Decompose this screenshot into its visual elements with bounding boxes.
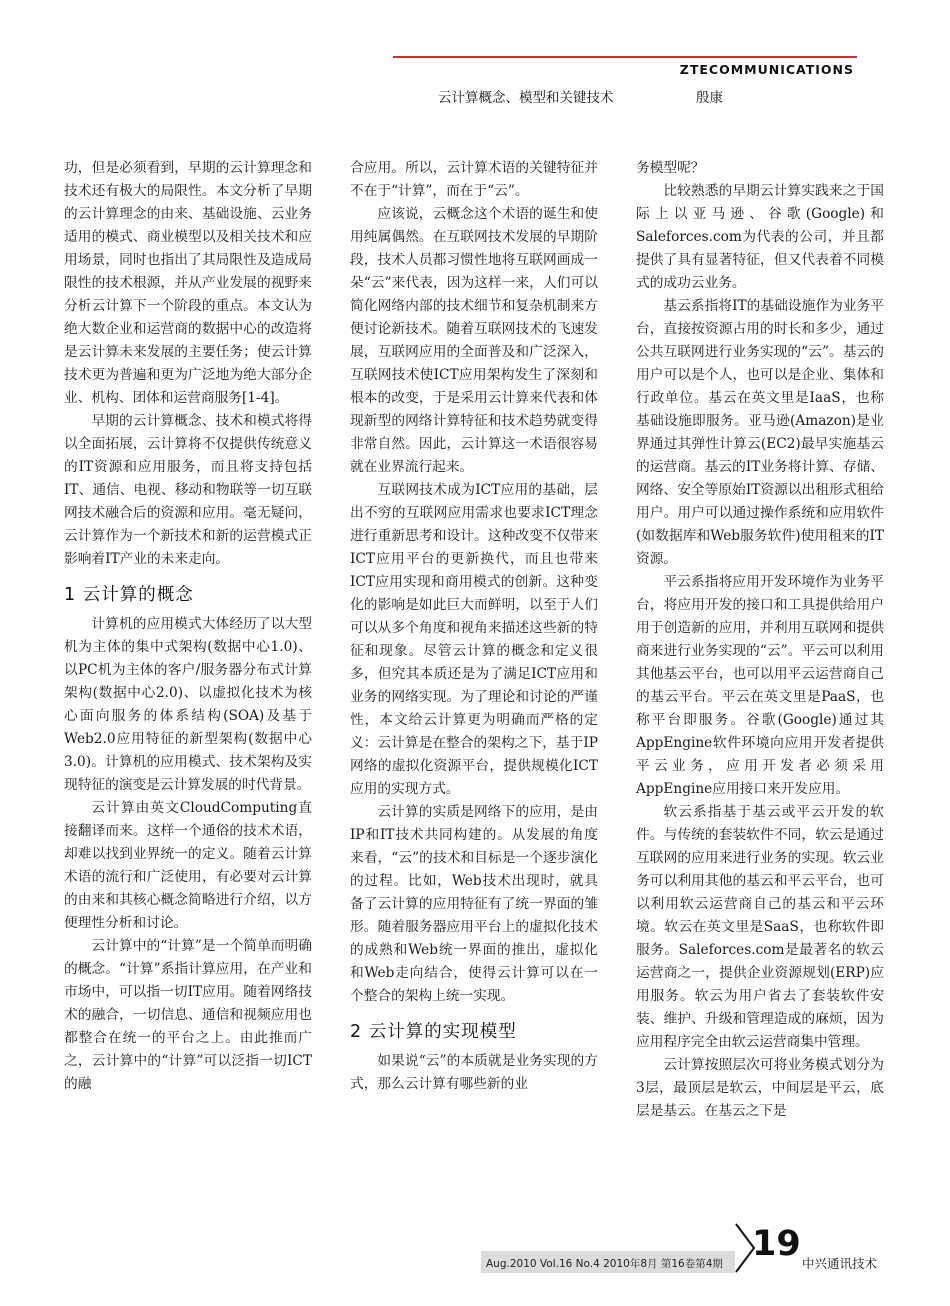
paragraph: 云计算按照层次可将业务模式划分为3层，最顶层是软云，中间层是平云，底层是基云。在基云之下是 [636,1057,884,1119]
paragraph: 合应用。所以，云计算术语的关键特征并不在于“计算”，而在于“云”。 [350,160,598,199]
issue-info: Aug.2010 Vol.16 No.4 2010年8月 第16卷第4期 [486,1258,723,1270]
running-title: 云计算概念、模型和关键技术 [438,90,614,106]
paragraph: 平云系指将应用开发环境作为业务平台，将应用开发的接口和工具提供给用户用于创造新的应用，并利用互联网和提供商来进行业务实现的“云”。平云可以利用其他基云平台，也可以用平云运营商自己的基云平台。平云在英文里是PaaS，也称平台即服务。谷歌(Google)通过其AppEngine软件环境向应用开发者提供平云业务，应用开发者必须采用AppEngine应用接口来开发应用。 [636,574,884,797]
paragraph: 云计算由英文CloudComputing直接翻译而来。这样一个通俗的技术术语，却难以找到业界统一的定义。随着云计算术语的流行和广泛使用，有必要对云计算的由来和其核心概念简略进行介绍，以方便理性分析和讨论。 [64,800,312,931]
paragraph: 功，但是必须看到，早期的云计算理念和技术还有极大的局限性。本文分析了早期的云计算理念的由来、基础设施、云业务适用的模式、商业模型以及相关技术和应用场景，同时也指出了其局限性及造成局限性的技术根源，并从产业发展的视野来分析云计算下一个阶段的重点。本文认为绝大数企业和运营商的数据中心的改造将是云计算未来发展的主要任务；使云计算技术更为普遍和更为广泛地为绝大部分企业、机构、团体和运营商服务[1-4]。 [64,160,312,406]
paragraph: 互联网技术成为ICT应用的基础，层出不穷的互联网应用需求也要求ICT理念进行重新思考和设计。这种改变不仅带来ICT应用平台的更新换代，而且也带来ICT应用实现和商用模式的创新。这种变化的影响是如此巨大而鲜明，以至于人们可以从多个角度和视角来描述这些新的特征和现象。尽管云计算的概念和定义很多，但究其本质还是为了满足ICT应用和业务的网络实现。为了理论和讨论的严谨性，本文给云计算更为明确而严格的定义：云计算是在整合的架构之下，基于IP网络的虚拟化资源平台，提供规模化ICT应用的实现方式。 [350,482,598,797]
paragraph: 应该说，云概念这个术语的诞生和使用纯属偶然。在互联网技术发展的早期阶段，技术人员都习惯性地将互联网画成一朵“云”来代表，因为这样一来，人们可以简化网络内部的技术细节和复杂机制来方便讨论新技术。随着互联网技术的飞速发展，互联网应用的全面普及和广泛深入，互联网技术使ICT应用架构发生了深刻和根本的改变，于是采用云计算来代表和体现新型的网络计算特征和技术趋势就变得非常自然。因此，云计算这一术语很容易就在业界流行起来。 [350,206,598,475]
section-heading-1: 1 云计算的概念 [64,585,194,605]
journal-name: 中兴通讯技术 [802,1256,878,1271]
column-2 [350,157,598,1096]
paragraph: 云计算中的“计算”是一个简单而明确的概念。“计算”系指计算应用，在产业和市场中，可以指一切IT应用。随着网络技术的融合，一切信息、通信和视频应用也都整合在统一的平台之上。由此推而广之，云计算中的“计算”可以泛指一切ICT的融 [64,938,312,1092]
paragraph: 务模型呢？ [636,160,705,176]
paragraph: 云计算的实质是网络下的应用，是由IP和IT技术共同构建的。从发展的角度来看，“云”的技术和目标是一个逐步演化的过程。比如，Web技术出现时，就具备了云计算的应用特征有了统一界面的雏形。随着服务器应用平台上的虚拟化技术的成熟和Web统一界面的推出，虚拟化和Web走向结合，使得云计算可以在一个整合的架构上统一实现。 [350,804,598,1004]
running-author: 殷康 [696,90,723,106]
paragraph: 计算机的应用模式大体经历了以大型机为主体的集中式架构(数据中心1.0)、以PC机为主体的客户/服务器分布式计算架构(数据中心2.0)、以虚拟化技术为核心面向服务的体系结构(SOA)及基于Web2.0应用特征的新型架构(数据中心3.0)。计算机的应用模式、技术架构及实现特征的演变是云计算发展的时代背景。 [64,616,312,793]
column-1 [64,157,312,1096]
paragraph: 如果说“云”的本质就是业务实现的方式，那么云计算有哪些新的业 [350,1053,598,1092]
journal-brand: ZTECOMMUNICATIONS [679,62,854,77]
page-number: 19 [752,1224,801,1264]
paragraph: 早期的云计算概念、技术和模式将得以全面拓展，云计算将不仅提供传统意义的IT资源和应用服务，而且将支持包括IT、通信、电视、移动和物联等一切互联网技术融合后的资源和应用。毫无疑问，云计算作为一个新技术和新的运营模式正影响着IT产业的未来走向。 [64,413,312,567]
paragraph: 软云系指基于基云或平云开发的软件。与传统的套装软件不同，软云是通过互联网的应用来进行业务的实现。软云业务可以利用其他的基云和平云平台，也可以利用软云运营商自己的基云和平云环境。软云在英文里是SaaS，也称软件即服务。Saleforces.com是最著名的软云运营商之一，提供企业资源规划(ERP)应用服务。软云为用户省去了套装软件安装、维护、升级和管理造成的麻烦，因为应用程序完全由软云运营商集中管理。 [636,804,884,1050]
paragraph: 基云系指将IT的基础设施作为业务平台，直接按资源占用的时长和多少，通过公共互联网进行业务实现的“云”。基云的用户可以是个人，也可以是企业、集体和行政单位。基云在英文里是IaaS，也称基础设施即服务。亚马逊(Amazon)是业界通过其弹性计算云(EC2)最早实施基云的运营商。基云的IT业务将计算、存储、网络、安全等原始IT资源以出租形式租给用户。用户可以通过操作系统和应用软件(如数据库和Web服务软件)使用租来的IT资源。 [636,298,884,567]
section-heading-2: 2 云计算的实现模型 [350,1022,517,1042]
paragraph: 比较熟悉的早期云计算实践来之于国际上以亚马逊、谷歌(Google)和Saleforces.com为代表的公司，并且都提供了具有显著特征，但又代表着不同模式的成功云业务。 [636,183,884,291]
header-rule [393,56,857,58]
column-3 [636,157,884,1123]
